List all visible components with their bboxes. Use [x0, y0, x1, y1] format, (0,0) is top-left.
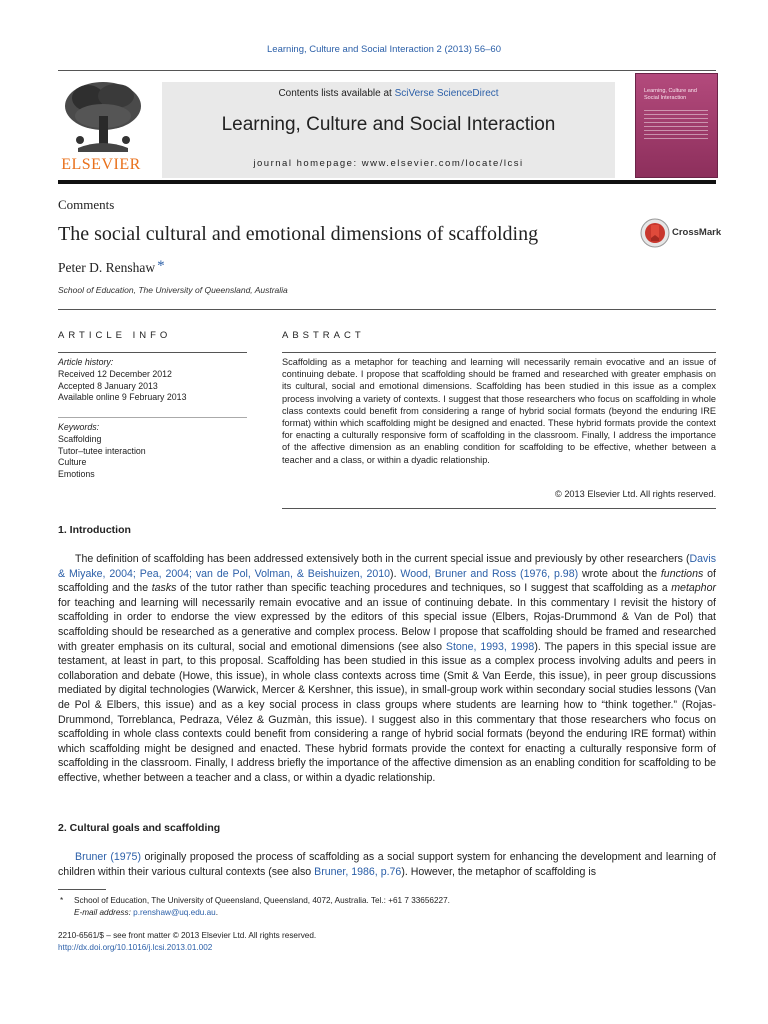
- citation-link[interactable]: Bruner, 1986, p.76: [314, 865, 402, 878]
- footnote-divider: [58, 889, 106, 890]
- text: ). The papers in this special issue are testament, at least in part, to this proposal. Scaffolding has been studied in this issue as a complex process involving adults and peers in collaboration and debate (Howe, this issue), in whole class contexts across time (Smit & Van Eerde, this issue), in peer group discussions mediated by digital technologies (Warwick, Mercer & Kershner, this issue), in small-group work within secondary social studies lessons (Van de Pol & Elbers, this issue) and as a key social process in class groups where students are learning how to “think together.” (Rojas-Drummond, Torreblanca, Pedraza, Vélez & Guzmàn, this issue). I suggest also in this commentary that those researchers who focus on scaffolding in whole class contexts could benefit from considering a range of hybrid social formats (beyond the enduring IRE format) within which scaffolding might be designed and enacted. These hybrid formats provide the context for enacting a culturally responsive form of scaffolding in the classroom. Finally, I address briefly the importance of the affective dimension as an enabling condition for scaffolding to be effective, whether between a teacher and a class, or within a dyadic relationship.: [58, 640, 717, 784]
- text: ). However, the metaphor of scaffolding is: [401, 865, 597, 878]
- keyword: Tutor–tutee interaction: [58, 445, 146, 456]
- introduction-paragraph: [58, 552, 716, 786]
- contents-prefix: Contents lists available at: [278, 88, 395, 99]
- divider: [58, 417, 247, 418]
- masthead: [58, 70, 716, 185]
- keywords-label: Keywords:: [58, 422, 100, 432]
- issn-line: 2210-6561/$ – see front matter © 2013 Elsevier Ltd. All rights reserved.: [58, 931, 317, 940]
- section-label: Comments: [58, 197, 115, 212]
- citation-link[interactable]: Bruner (1975): [75, 851, 141, 863]
- abstract-text: Scaffolding as a metaphor for teaching and learning will necessarily remain evocative and an issue of continuing debate. I propose that scaffolding should be framed and researched with greater emphasis on its cultural, social and emotional dimensions. Scaffolding has been studied in this issue as a complex process involving a variety of contexts. I suggest that those researchers who focus on scaffolding in whole class contexts could benefit from considering a range of hybrid social formats (beyond the enduring IRE format) within which scaffolding might be designed and enacted. These hybrid formats provide the context for enacting a culturally responsive form of scaffolding in the classroom. Finally, I address the importance of the affective dimension as an enabling condition for scaffolding to be effective, whether between a teacher and a class, or within a dyadic relationship.: [282, 357, 716, 465]
- emphasis: functions: [660, 567, 704, 580]
- footnote: [60, 895, 450, 918]
- cover-decoration: [644, 110, 708, 140]
- text: for teaching and learning will necessarily remain evocative and an issue of continuing debate. In this commentary I revisit the history of scaffolding in order to endorse the view expressed by the editors of this special issue (Elbers, Rojas-Drummond & Van de Pol) that scaffolding should be researched as a generative and complex process. Below I propose that scaffolding should be framed and researched with greater emphasis on its cultural, social and emotional dimensions (see also: [58, 596, 716, 653]
- footnote-mark: *: [60, 896, 64, 905]
- abstract-copyright: © 2013 Elsevier Ltd. All rights reserved.: [555, 489, 716, 499]
- divider: [58, 352, 247, 353]
- front-matter: [58, 930, 316, 953]
- citation-link[interactable]: Davis & Miyake, 2004; Pea, 2004; van de Pol, Volman, & Beishuizen, 2010: [58, 553, 716, 580]
- article-title: The social cultural and emotional dimensions of scaffolding: [58, 223, 539, 245]
- email-link[interactable]: p.renshaw@uq.edu.au: [133, 907, 216, 917]
- emphasis: metaphor: [671, 582, 716, 595]
- contents-line: [162, 88, 615, 99]
- journal-homepage: journal homepage: www.elsevier.com/locate/lcsi: [253, 158, 524, 169]
- section-heading-introduction: 1. Introduction: [58, 524, 131, 536]
- received-date: Received 12 December 2012: [58, 368, 172, 379]
- citation-link[interactable]: Wood, Bruner and Ross (1976, p.98): [400, 567, 579, 580]
- text: originally proposed the process of scaffolding as a social support system for enhancing the development and learning of children within their various cultural contexts (see also: [58, 851, 716, 878]
- author-line: [58, 258, 165, 276]
- online-date: Available online 9 February 2013: [58, 392, 187, 403]
- abstract-heading: ABSTRACT: [282, 330, 365, 341]
- section-heading-cultural-goals: 2. Cultural goals and scaffolding: [58, 822, 221, 834]
- keyword: Emotions: [58, 469, 95, 480]
- email-label: E-mail address:: [74, 907, 131, 917]
- footnote-address: School of Education, The University of Queensland, Queensland, 4072, Australia. Tel.: +61 7 33656227.: [74, 896, 450, 905]
- keyword: Culture: [58, 457, 87, 468]
- keyword: Scaffolding: [58, 433, 102, 444]
- keywords: [58, 422, 146, 481]
- text: of scaffolding and the: [58, 567, 716, 595]
- history-label: Article history:: [58, 357, 114, 367]
- citation-link[interactable]: Stone, 1993, 1998: [445, 640, 535, 653]
- elsevier-wordmark: ELSEVIER: [61, 156, 141, 173]
- crossmark-label: CrossMark: [672, 227, 722, 238]
- divider: [58, 70, 716, 71]
- journal-citation-link[interactable]: Learning, Culture and Social Interaction 2 (2013) 56–60: [267, 44, 501, 55]
- crossmark-icon: [640, 218, 670, 248]
- accepted-date: Accepted 8 January 2013: [58, 380, 158, 391]
- crossmark-badge[interactable]: [640, 218, 720, 248]
- author-footnote-link[interactable]: *: [157, 258, 165, 274]
- divider: [282, 508, 716, 509]
- text: The definition of scaffolding has been addressed extensively both in the current special issue and previously by other researchers (: [75, 553, 690, 565]
- cover-title: Learning, Culture and Social Interaction: [644, 88, 697, 101]
- divider: [58, 309, 716, 310]
- journal-title: Learning, Culture and Social Interaction: [221, 114, 556, 135]
- article-info-heading: ARTICLE INFO: [58, 330, 172, 341]
- emphasis: tasks: [151, 582, 177, 595]
- section2-paragraph: [58, 850, 716, 879]
- text: ).: [390, 567, 401, 580]
- text: .: [215, 907, 218, 917]
- sciencedirect-link[interactable]: SciVerse ScienceDirect: [394, 88, 499, 99]
- journal-banner: [162, 82, 615, 178]
- journal-cover-thumbnail[interactable]: [635, 73, 718, 178]
- author-name: Peter D. Renshaw: [58, 260, 156, 275]
- divider: [58, 180, 716, 184]
- article-history: [58, 357, 186, 404]
- divider: [282, 352, 716, 353]
- text: wrote about the: [578, 567, 661, 580]
- affiliation: School of Education, The University of Queensland, Australia: [58, 285, 288, 295]
- text: of the tutor rather than specific teaching procedures and techniques, so I suggest that scaffolding as a: [176, 582, 672, 595]
- doi-link[interactable]: http://dx.doi.org/10.1016/j.lcsi.2013.01.002: [58, 942, 213, 952]
